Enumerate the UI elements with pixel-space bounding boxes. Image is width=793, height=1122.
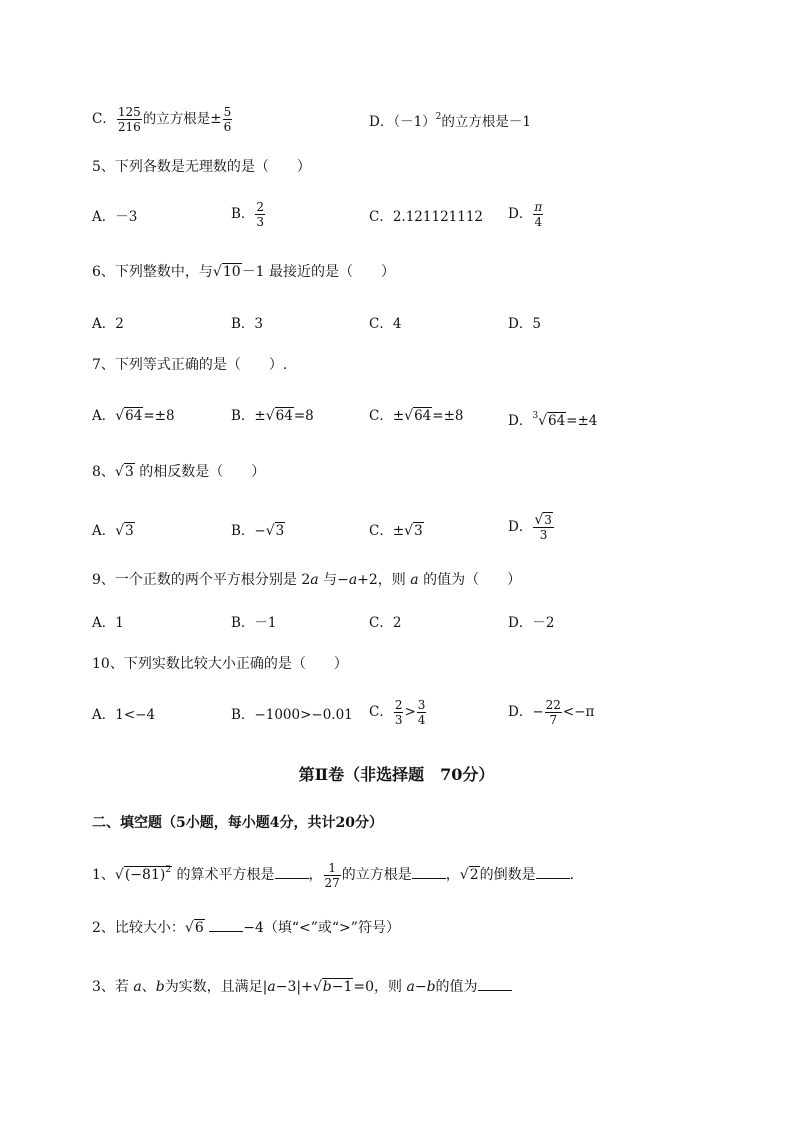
option-text: 的立方根是±	[142, 111, 222, 127]
variable-b: b	[155, 979, 165, 995]
option-label: B．	[231, 206, 255, 222]
denominator: 6	[223, 120, 232, 134]
radicand-text: (−81)	[124, 867, 166, 883]
q10-option-a[interactable]: A．1<−4	[92, 707, 156, 723]
q7-option-a[interactable]	[92, 406, 175, 426]
option-text: =±8	[432, 408, 464, 424]
question-text: 为实数，且满足|	[164, 979, 268, 995]
denominator: 3	[256, 215, 265, 229]
radical-sign: √	[265, 408, 275, 424]
numerator: 3	[417, 698, 426, 712]
stem-text: 的值为（ ）	[418, 572, 522, 588]
fill-question-1	[92, 860, 574, 890]
answer-blank[interactable]	[478, 978, 512, 991]
question-text: ，	[308, 867, 323, 883]
q8-option-b[interactable]	[231, 521, 285, 541]
question-text: .	[569, 867, 575, 883]
sqrt-expression	[534, 513, 553, 527]
answer-blank[interactable]	[209, 919, 243, 932]
option-label: D．	[508, 206, 533, 222]
fraction	[324, 861, 341, 890]
numerator: 5	[223, 105, 232, 119]
sign: ±	[392, 408, 405, 424]
exponent: 2	[435, 112, 442, 122]
denominator: 4	[417, 713, 426, 727]
q6-option-d[interactable]: D．5	[508, 316, 541, 332]
option-text: 的立方根是－1	[441, 114, 531, 130]
sqrt-expression	[460, 865, 480, 885]
q5-stem: 5、下列各数是无理数的是（ ）	[92, 159, 311, 175]
radicand-text: −1	[331, 979, 353, 995]
sign: ±	[254, 408, 266, 424]
option-label: D．	[508, 519, 533, 535]
question-text: 2、比较大小：	[92, 920, 185, 936]
variable-a: a	[310, 572, 319, 588]
stem-text: 9、一个正数的两个平方根分别是 2	[92, 572, 311, 588]
radical-sign: √	[115, 408, 125, 424]
radical-sign: √	[115, 523, 125, 539]
q8-stem	[92, 462, 265, 482]
stem-text: 的相反数是（ ）	[134, 464, 266, 480]
radicand: 6	[194, 920, 204, 936]
q10-option-d[interactable]	[508, 698, 594, 727]
sign: ±	[392, 523, 405, 539]
option-label: A．	[92, 523, 116, 539]
radicand: 3	[124, 464, 134, 480]
radical-sign: √	[114, 867, 124, 883]
option-label: B．	[231, 408, 255, 424]
variable-a: a	[133, 979, 142, 995]
q9-stem	[92, 570, 521, 590]
stem-text: 6、下列整数中，与	[92, 264, 213, 280]
radicand: 64	[547, 413, 566, 429]
option-label: D．	[508, 413, 533, 429]
radical-sign: √	[404, 523, 414, 539]
part2-title: 第Ⅱ卷（非选择题 70分）	[298, 765, 495, 784]
option-text: =±4	[566, 413, 598, 429]
answer-blank[interactable]	[536, 866, 570, 879]
variable-a: a	[406, 979, 415, 995]
radicand: 3	[414, 523, 423, 539]
q5-option-c[interactable]: C．2.121121112	[369, 209, 484, 225]
numerator: 1	[324, 861, 341, 876]
question-text: −	[414, 979, 427, 995]
question-text: −3|+	[275, 979, 313, 995]
question-text: 、	[141, 979, 156, 995]
answer-blank[interactable]	[412, 866, 446, 879]
q7-option-b[interactable]	[231, 406, 314, 426]
sqrt-expression	[313, 977, 354, 997]
fraction	[223, 105, 233, 134]
fill-question-2	[92, 918, 400, 938]
radicand: 2	[469, 867, 479, 883]
root-index: 3	[532, 411, 539, 421]
fraction	[533, 513, 554, 542]
radical-sign: √	[538, 413, 547, 429]
q5-option-d[interactable]	[508, 200, 544, 229]
q6-option-a[interactable]: A．2	[92, 316, 124, 332]
option-label: B．	[231, 523, 255, 539]
radical-sign: √	[114, 464, 124, 480]
q6-stem	[92, 262, 395, 282]
operator: >	[404, 704, 416, 720]
option-text: <−π	[562, 704, 595, 720]
q4-option-c[interactable]	[92, 105, 233, 134]
q9-option-c[interactable]: C．2	[369, 615, 402, 631]
stem-text: －1 最接近的是（ ）	[241, 264, 396, 280]
fraction	[545, 698, 562, 727]
q10-option-b[interactable]: B．−1000>−0.01	[231, 707, 353, 723]
q10-stem: 10、下列实数比较大小正确的是（ ）	[92, 656, 348, 672]
option-label: A．	[92, 408, 116, 424]
radical-sign: √	[212, 264, 222, 280]
question-number: 1、	[92, 867, 115, 883]
radicand: 3	[275, 523, 285, 539]
question-text: =0，则	[353, 979, 407, 995]
fraction	[533, 200, 543, 229]
variable-b: b	[322, 979, 332, 995]
q7-stem: 7、下列等式正确的是（ ）.	[92, 357, 288, 373]
denominator: 27	[324, 875, 340, 890]
numerator: 2	[394, 698, 403, 712]
q7-option-d[interactable]	[508, 406, 597, 431]
q8-option-d[interactable]	[508, 513, 555, 542]
radicand	[124, 866, 172, 883]
q5-option-b[interactable]	[231, 200, 266, 229]
sqrt-expression	[404, 406, 432, 426]
radical-sign: √	[184, 920, 194, 936]
numerator: 125	[117, 105, 141, 119]
sqrt-expression	[115, 462, 135, 482]
question-text: 的倒数是	[479, 867, 536, 883]
stem-text: +2，则	[357, 572, 411, 588]
q5-option-a[interactable]: A．－3	[92, 209, 138, 225]
numerator: π	[534, 200, 543, 214]
question-text: −4（填“<”或“>”符号）	[243, 920, 400, 936]
fraction	[417, 698, 427, 727]
fraction	[255, 200, 265, 229]
radicand: 64	[414, 408, 432, 424]
radicand: 3	[544, 513, 552, 527]
radical-sign: √	[459, 867, 469, 883]
denominator: 4	[534, 215, 543, 229]
option-label: C．	[369, 408, 393, 424]
q8-option-a[interactable]	[92, 521, 135, 541]
numerator	[533, 513, 554, 528]
variable-a: a	[410, 572, 419, 588]
sqrt-expression	[115, 521, 135, 541]
q8-option-c[interactable]	[369, 521, 424, 541]
radical-sign: √	[534, 512, 544, 528]
option-label: C．	[369, 523, 393, 539]
sqrt-expression	[404, 521, 424, 541]
question-text: 的立方根是	[341, 867, 412, 883]
variable-a: a	[267, 979, 276, 995]
radical-sign: √	[404, 408, 414, 424]
q7-option-c[interactable]	[369, 406, 463, 426]
radicand: 3	[125, 523, 134, 539]
option-text: =±8	[143, 408, 175, 424]
question-text: 3、若	[92, 979, 134, 995]
variable-b: b	[426, 979, 436, 995]
radical-sign: √	[265, 523, 275, 539]
exponent: 2	[165, 865, 172, 875]
q9-option-d[interactable]: D．－2	[508, 615, 555, 631]
q9-option-a[interactable]: A．1	[92, 615, 124, 631]
fraction	[117, 105, 142, 134]
q10-option-c[interactable]	[369, 698, 427, 727]
sqrt-expression	[266, 406, 294, 426]
radicand: 64	[275, 408, 293, 424]
q6-option-b[interactable]: B．3	[231, 316, 264, 332]
variable-a: a	[348, 572, 358, 588]
option-label: D．（－1）	[369, 114, 436, 130]
radical-sign: √	[312, 979, 322, 995]
option-label: C．	[92, 111, 116, 127]
sign: −	[254, 523, 266, 539]
stem-text: 8、	[92, 464, 115, 480]
numerator: 22	[545, 698, 561, 712]
sqrt-expression	[266, 521, 286, 541]
radicand: 10	[222, 264, 241, 280]
answer-blank[interactable]	[275, 866, 309, 879]
stem-text: 与−	[318, 572, 349, 588]
denominator: 3	[394, 713, 403, 727]
question-text: ，	[445, 867, 460, 883]
section-heading: 二、填空题（5小题，每小题4分，共计20分）	[92, 815, 383, 831]
fill-question-3	[92, 977, 512, 997]
cbrt-expression	[538, 411, 566, 431]
numerator: 2	[256, 200, 265, 214]
option-label: D．−	[508, 704, 544, 720]
option-text: =8	[293, 408, 314, 424]
question-text: 的值为	[435, 979, 478, 995]
radicand: 64	[125, 408, 143, 424]
denominator: 3	[539, 528, 548, 542]
q6-option-c[interactable]: C．4	[369, 316, 402, 332]
sqrt-expression	[213, 262, 242, 282]
question-text: 的算术平方根是	[172, 867, 275, 883]
sqrt-expression	[115, 860, 172, 885]
sqrt-expression	[185, 918, 205, 938]
denominator: 216	[117, 120, 141, 134]
q9-option-b[interactable]: B．－1	[231, 615, 277, 631]
q4-option-d[interactable]	[369, 107, 531, 132]
fraction	[394, 698, 404, 727]
denominator: 7	[549, 713, 558, 727]
option-label: C．	[369, 704, 393, 720]
sqrt-expression	[115, 406, 143, 426]
radicand	[322, 978, 354, 995]
